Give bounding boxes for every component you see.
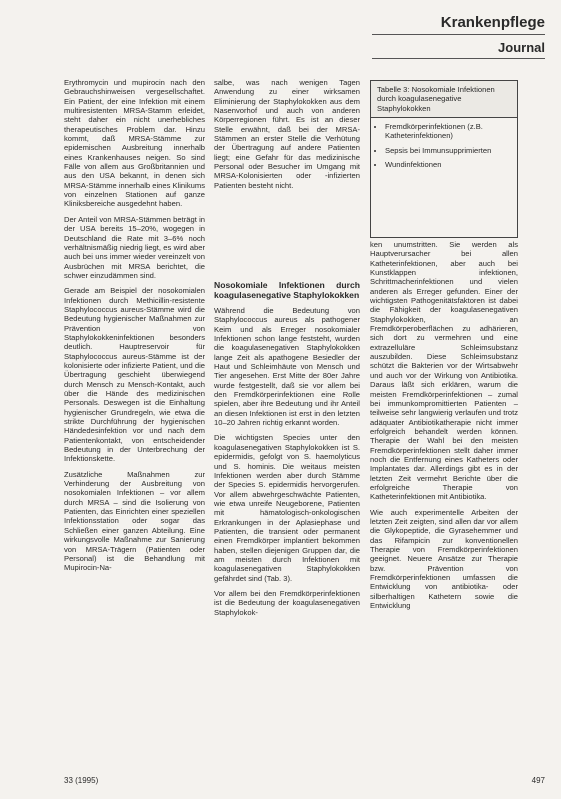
paragraph: salbe, was nach wenigen Tagen Anwendung zu einer wirksamen Eliminierung der Staphylokokken aus dem Nasenvorhof und auch von anderen Körperregionen führt. Es ist an dieser Stelle erwähnt, daß bei der MRSA-Stämmen an erster Stelle die Verhütung der Übertragung auf andere Patienten liegt; eine Gefahr für das medizinische Personal oder Besucher im Umgang mit MRSA-Kolonisierten oder -infizierten Patienten besteht nicht. — [214, 78, 360, 190]
column-2-bottom — [214, 280, 360, 623]
page-number: 497 — [531, 776, 545, 785]
column-2-top — [214, 78, 360, 196]
list-item: • Sepsis bei Immunsupprimierten — [385, 146, 511, 155]
header-rule-2 — [372, 58, 545, 59]
section-heading: Nosokomiale Infektionen durch koagulasenegative Staphylokokken — [214, 280, 360, 300]
issue-number: 33 (1995) — [64, 776, 99, 785]
paragraph: Der Anteil von MRSA-Stämmen beträgt in der USA bereits 15–20%, wogegen in Deutschland die Rate mit 3–6% noch verhältnismäßig niedrig liegt, es wird aber auch bei uns immer wieder vereinzelt von Ausbrüchen mit MRSA berichtet, die schwer einzudämmen sind. — [64, 214, 205, 280]
paragraph: Zusätzliche Maßnahmen zur Verhinderung der Ausbreitung von nosokomialen Infektionen – vor allem durch MRSA – sind die Isolierung von Patienten, das Einrichten einer speziellen Infektionsstation oder sogar das Schließen einer ganzen Abteilung. Eine wirkungsvolle Maßnahme zur Sanierung von MRSA-Trägern (Patienten oder Personal) ist die Behandlung mit Mupirocin-Na- — [64, 469, 205, 573]
paragraph: ken unumstritten. Sie werden als Hauptverursacher bei allen Katheterinfektionen, aber auch bei Kunstklappen infektionen, Schrittmacherinfektionen und vielen anderen als Erreger gefunden. Einer der wichtigsten Pathogenitätsfaktoren ist dabei die Fähigkeit der koagulasenegativen Staphylokokken, an Fremdkörperoberflächen zu adhärieren, sich dort zu vermehren und eine extrazelluläre Schleimsubstanz auszubilden. Diese Schleimsubstanz schützt die Bakterien vor der Wirtsabwehr und auch vor der Wirkung von Antibiotika. Daraus läßt sich erklären, warum die meisten Fremdkörperinfektionen – zumal bei immunkompromittierten Patienten – teilweise sehr langwierig verlaufen und trotz adäquater Antibiotikatherapie nicht immer erfolgreich behandelt werden können. Therapie der Wahl bei den meisten Fremdkörperinfektionen stellt daher immer noch die Entfernung eines Katheters oder Implantates dar. Allerdings gibt es in der letzten Zeit vermehrt Berichte über die erfolgreiche Therapie von Katheterinfektionen mit Antibiotika. — [370, 240, 518, 502]
table-3-box — [370, 80, 518, 238]
paragraph: Während die Bedeutung von Staphylococcus aureus als pathogener Keim und als Erreger nosokomialer Infektionen schon lange feststeht, wurden die koagulasenegativen Staphylokokken lange Zeit als apathogene Besiedler der Haut und Schleimhäute von Mensch und Tier angesehen. Erst Mitte der 80er Jahre wurde festgestellt, daß sie vor allem bei den Fremdkörperinfektionen eine Rolle spielen, aber ihre Bedeutung und ihr Anteil an diesen Infektionen ist erst in den letzten 10–20 Jahren richtig erkannt worden. — [214, 306, 360, 428]
list-item: • Fremdkörperinfektionen (z.B. Katheterinfektionen) — [385, 122, 511, 141]
paragraph: Gerade am Beispiel der nosokomialen Infektionen durch Methicillin-resistente Staphylococcus aureus-Stämme wird die Bedeutung hygienischer Maßnahmen zur Prävention von Staphylokokkeninfektionen besonders deutlich. Hauptreservoir für Staphylococcus aureus-Stämme ist der kolonisierte oder infizierte Patient, und die Übertragung geschieht überwiegend durch Mensch zu Mensch-Kontakt, auch über die Hände des medizinischen Personals. Deswegen ist die Einhaltung hygienischer Grundregeln, wie etwa die strikte Durchführung der hygienischen Händedesinfektion vor und nach dem Patientenkontakt, von entscheidender Bedeutung in der Unterbrechung der Infektionskette. — [64, 286, 205, 464]
header-rule — [372, 34, 545, 35]
list-item: • Wundinfektionen — [385, 160, 511, 169]
section-title: Krankenpflege — [440, 14, 545, 31]
paragraph: Die wichtigsten Species unter den koagulasenegativen Staphylokokken ist S. epidermidis, gefolgt von S. haemolyticus und S. hominis. Die weitaus meisten Infektionen werden aber durch Stämme der Species S. epidermidis hervorgerufen. Vor allem abwehrgeschwächte Patienten, wie etwa unreife Neugeborene, Patienten mit hämatologisch-onkologischen Erkrankungen in der Aplasiephase und Patienten, die transient oder permanent einen Fremdkörper implantiert bekommen haben, stellen diejenigen Gruppen dar, die am meisten durch Infektionen mit koagulasenegativen Staphylokokken gefährdet sind (Tab. 3). — [214, 433, 360, 583]
paragraph: Vor allem bei den Fremdkörperinfektionen ist die Bedeutung der koagulasenegativen Staphylokok- — [214, 588, 360, 617]
column-3 — [370, 240, 518, 616]
section-subtitle: Journal — [498, 40, 545, 55]
paragraph: Wie auch experimentelle Arbeiten der letzten Zeit zeigten, sind allen dar vor allem die Glykopeptide, die Gyrasehemmer und das Rifampicin zur konventionellen Therapie von Fremdkörperinfektionen geeignet. Neuere Ansätze zur Therapie bzw. Prävention von Fremdkörperinfektionen umfassen die Entwicklung von antibiotika- oder silberhaltigen Kathetern sowie die Entwicklung — [370, 507, 518, 611]
paragraph: Erythromycin und mupirocin nach den Gebrauchshinweisen vergesellschaftet. Ein Patient, der eine Infektion mit einem multiresistenten MRSA-Stamm erleidet, steht daher ein nicht unerhebliches therapeutisches Problem dar. Hinzu kommt, daß MRSA-Stämme zur epidemischen Ausbreitung innerhalb eines Krankenhauses neigen. So sind Fälle von allem aus Großbritannien und aus den USA bekannt, in denen sich MRSA-Stämme innerhalb eines Klinikums von einzelnen Stationen auf ganze Kliniksbereiche ausgedehnt haben. — [64, 78, 205, 209]
table-list — [371, 122, 517, 169]
table-title: Tabelle 3: Nosokomiale Infektionen durch koagulasenegative Staphylokokken — [371, 81, 517, 118]
column-1 — [64, 78, 205, 579]
